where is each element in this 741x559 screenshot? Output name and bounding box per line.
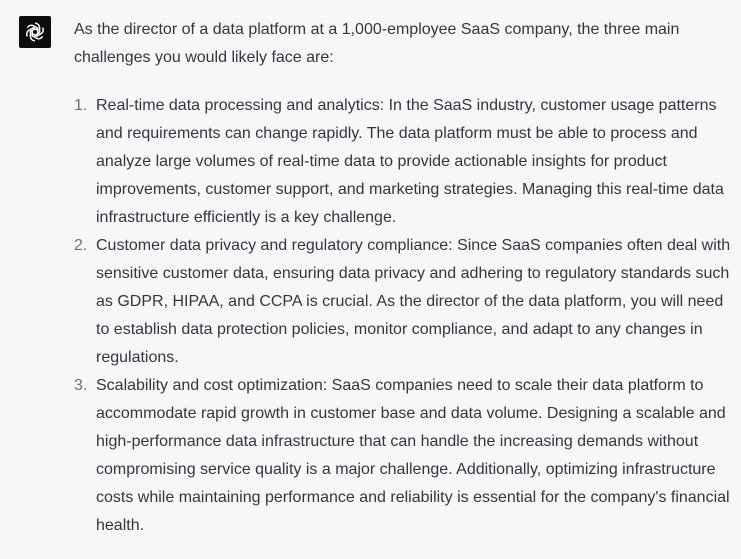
assistant-avatar xyxy=(19,16,51,48)
list-item-number: 2. xyxy=(74,237,88,254)
list-item xyxy=(74,232,734,372)
list-item-text: Customer data privacy and regulatory compliance: Since SaaS companies often deal with sensitive customer data, ensuring data privacy and adhering to regulatory standards such as GDPR, HIPAA, and CCPA is crucial. As the director of the data platform, you will need to establish data protection policies, monitor compliance, and adapt to any changes in regulations. xyxy=(96,237,731,366)
list-item xyxy=(74,372,734,540)
challenge-list xyxy=(74,92,734,540)
response-content xyxy=(74,16,734,540)
list-item-text: Scalability and cost optimization: SaaS companies need to scale their data platform to accommodate rapid growth in customer base and data volume. Designing a scalable and high-performance data infrastructure that can handle the increasing demands without compromising service quality is a major challenge. Additionally, optimizing infrastructure costs while maintaining performance and reliability is essential for the company's financial health. xyxy=(96,377,730,534)
list-item-number: 3. xyxy=(74,377,88,394)
list-item xyxy=(74,92,734,232)
response-intro: As the director of a data platform at a 1,000-employee SaaS company, the three main challenges you would likely face are: xyxy=(74,21,680,66)
openai-logo-icon xyxy=(23,20,47,44)
list-item-text: Real-time data processing and analytics: In the SaaS industry, customer usage patterns and requirements can change rapidly. The data platform must be able to process and analyze large volumes of real-time data to provide actionable insights for product improvements, customer support, and marketing strategies. Managing this real-time data infrastructure efficiently is a key challenge. xyxy=(96,97,724,226)
list-item-number: 1. xyxy=(74,97,88,114)
